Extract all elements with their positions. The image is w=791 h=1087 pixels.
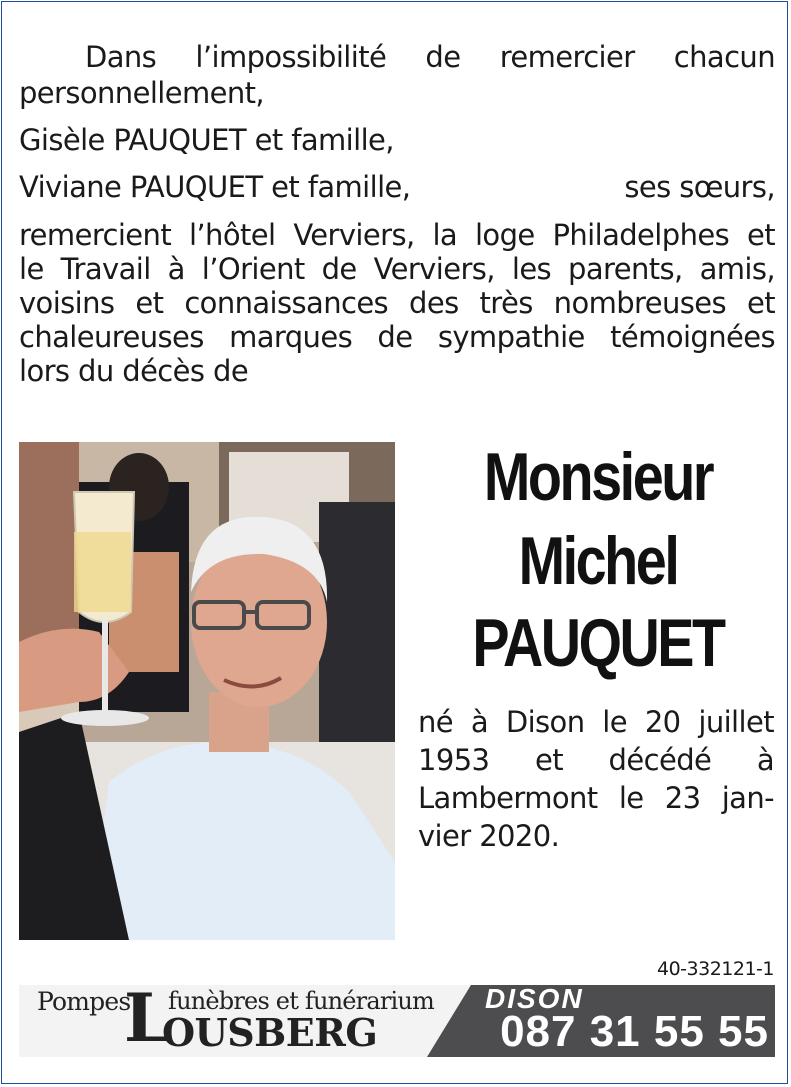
intro-line-4	[19, 172, 775, 203]
intro-line-3: Gisèle PAUQUET et famille,	[19, 123, 394, 157]
funeral-home-banner	[19, 979, 775, 1057]
funeral-home-initial: L	[124, 979, 171, 1057]
funeral-home-phone: 087 31 55 55	[500, 1007, 769, 1056]
funeral-home-pompes: Pompes	[37, 987, 131, 1016]
funeral-home-subtitle: funèbres et funérarium	[168, 987, 435, 1015]
born-line-3: Lambermont le 23 jan-	[418, 781, 774, 815]
thanks-line-3: voisins et connaissances des très nombreuses et	[19, 286, 775, 320]
ad-reference-number: 40-332121-1	[656, 958, 774, 980]
funeral-home-name: OUSBERG	[162, 1010, 378, 1055]
thanks-line-1: remercient l’hôtel Verviers, la loge Philadelphes et	[19, 218, 775, 252]
deceased-first-name: Michel	[518, 523, 678, 599]
funeral-home-town: DISON	[485, 983, 584, 1014]
born-line-4: vier 2020.	[418, 819, 560, 853]
deceased-last-name: PAUQUET	[472, 605, 724, 681]
intro-line-2: personnellement,	[19, 76, 265, 110]
portrait-photo	[19, 442, 395, 940]
deceased-title: Monsieur	[483, 439, 713, 515]
portrait-illustration	[19, 442, 395, 940]
intro-line-1: Dans l’impossibilité de remercier chacun	[85, 40, 775, 74]
thanks-line-2: le Travail à l’Orient de Verviers, les parents, amis,	[19, 252, 775, 286]
born-line-2: 1953 et décédé à	[418, 743, 774, 777]
thanks-line-5: lors du décès de	[19, 354, 249, 388]
intro-line-4-relation: ses sœurs,	[624, 170, 775, 204]
born-line-1: né à Dison le 20 juillet	[418, 705, 774, 739]
thanks-line-4: chaleureuses marques de sympathie témoignées	[19, 320, 775, 354]
intro-line-4-name: Viviane PAUQUET et famille,	[19, 170, 411, 204]
